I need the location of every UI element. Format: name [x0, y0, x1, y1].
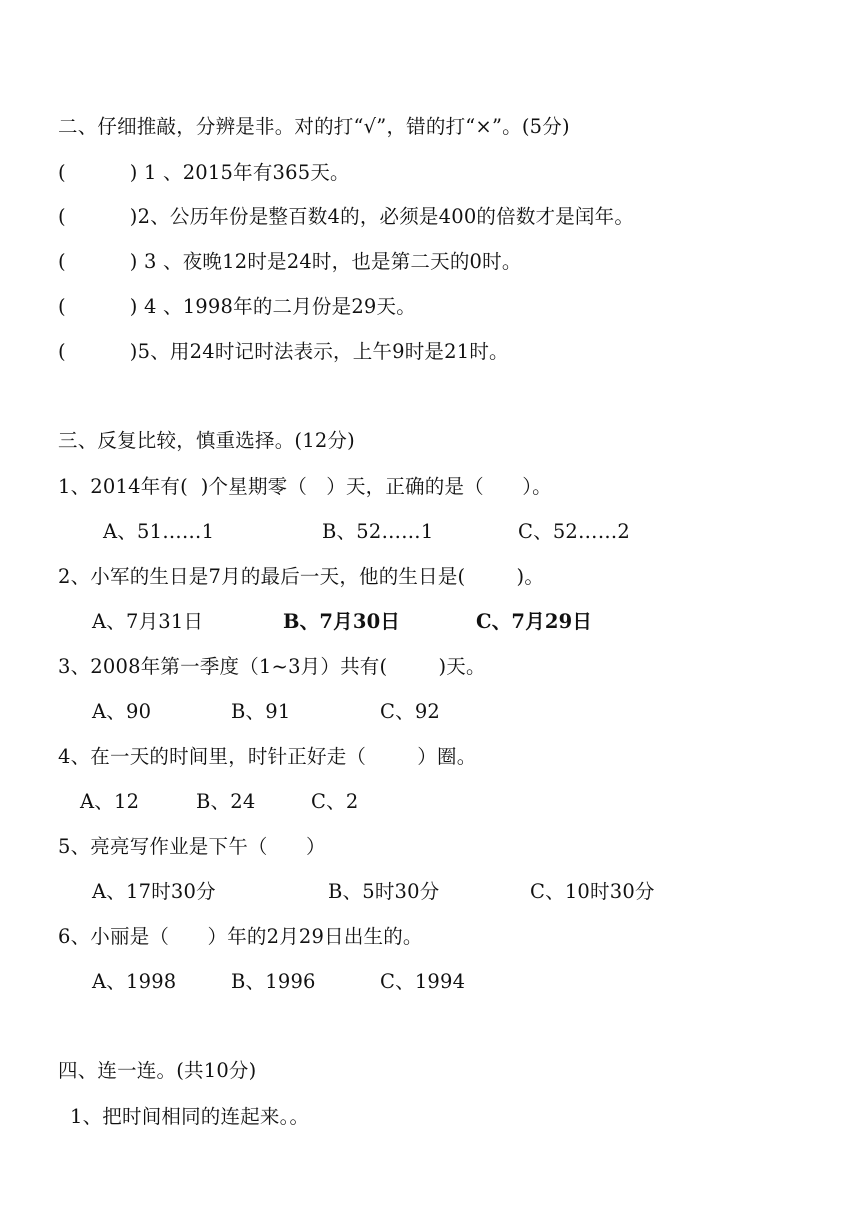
choice-option-2b: B、7月30日	[283, 610, 401, 633]
choice-question-2: 2、小军的生日是7月的最后一天，他的生日是( )。	[58, 565, 545, 588]
choice-option-5b: B、5时30分	[328, 880, 440, 903]
section3-heading: 三、反复比较，慎重选择。(12分)	[58, 429, 355, 452]
choice-option-1b: B、52……1	[322, 520, 434, 543]
choice-question-1: 1、2014年有( )个星期零（ ）天，正确的是（ ）。	[58, 475, 552, 498]
choice-option-4a: A、12	[80, 790, 140, 813]
true-false-item-4: ( ) 4 、1998年的二月份是29天。	[58, 295, 416, 318]
choice-question-4: 4、在一天的时间里，时针正好走（ ）圈。	[58, 745, 477, 768]
section2-heading: 二、仔细推敲，分辨是非。对的打“√”，错的打“×”。(5分)	[58, 115, 570, 138]
choice-option-6b: B、1996	[231, 970, 316, 993]
matching-instruction: 1、把时间相同的连起来。。	[70, 1105, 310, 1128]
choice-option-2a: A、7月31日	[92, 610, 204, 633]
choice-option-3a: A、90	[92, 700, 152, 723]
choice-option-3b: B、91	[231, 700, 291, 723]
choice-option-1a: A、51……1	[103, 520, 215, 543]
true-false-item-2: ( )2、公历年份是整百数4的，必须是400的倍数才是闰年。	[58, 205, 635, 228]
choice-option-4b: B、24	[196, 790, 256, 813]
choice-option-4c: C、2	[311, 790, 359, 813]
choice-option-2c: C、7月29日	[476, 610, 593, 633]
choice-question-3: 3、2008年第一季度（1~3月）共有( )天。	[58, 655, 486, 678]
choice-option-5a: A、17时30分	[92, 880, 216, 903]
choice-question-5: 5、亮亮写作业是下午（ ）	[58, 835, 326, 858]
section4-heading: 四、连一连。(共10分)	[58, 1059, 257, 1082]
choice-option-1c: C、52……2	[518, 520, 631, 543]
choice-question-6: 6、小丽是（ ）年的2月29日出生的。	[58, 925, 423, 948]
true-false-item-5: ( )5、用24时记时法表示，上午9时是21时。	[58, 340, 509, 363]
true-false-item-3: ( ) 3 、夜晚12时是24时，也是第二天的0时。	[58, 250, 522, 273]
choice-option-5c: C、10时30分	[530, 880, 655, 903]
true-false-item-1: ( ) 1 、2015年有365天。	[58, 161, 350, 184]
choice-option-6c: C、1994	[380, 970, 466, 993]
choice-option-3c: C、92	[380, 700, 441, 723]
choice-option-6a: A、1998	[92, 970, 177, 993]
